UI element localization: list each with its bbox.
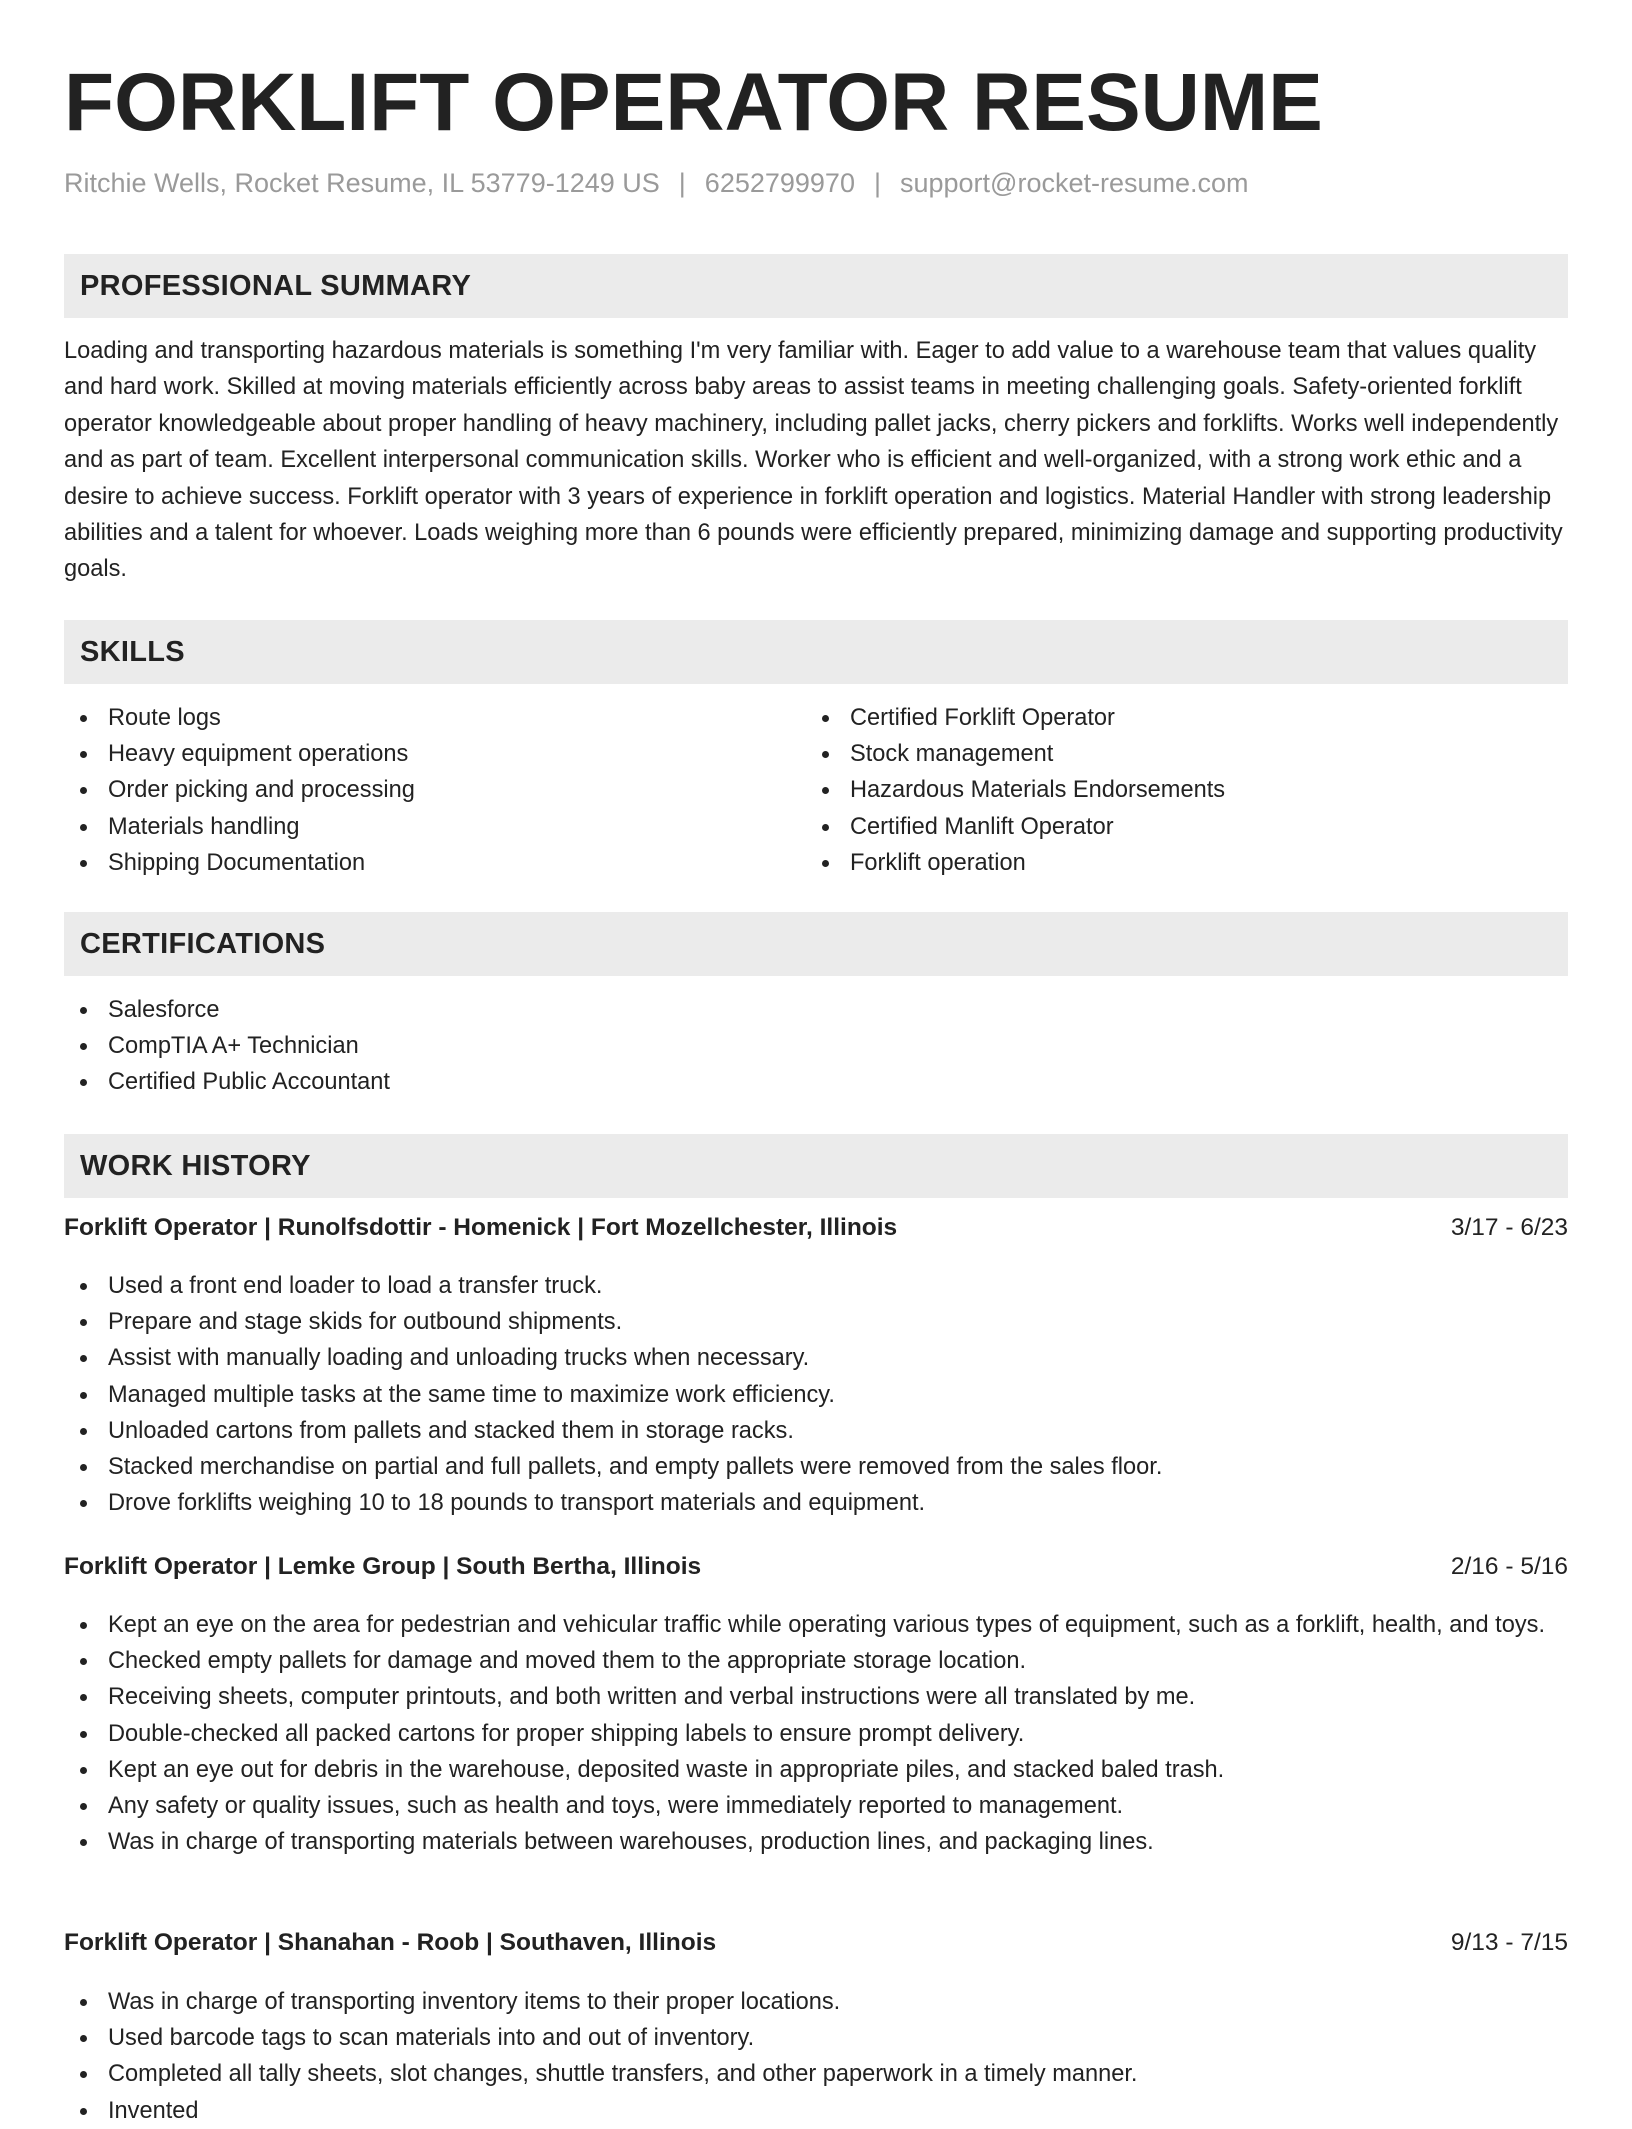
job-dates: 2/16 - 5/16: [1450, 1553, 1568, 1580]
section-header-summary: [64, 254, 1568, 318]
job-bullet: Used a front end loader to load a transfer truck.: [64, 1268, 1568, 1304]
resume-title: FORKLIFT OPERATOR RESUME: [64, 57, 1323, 148]
job-bullet: Double-checked all packed cartons for proper shipping labels to ensure prompt delivery.: [64, 1716, 1568, 1752]
job-header: [64, 1929, 1568, 1957]
job-bullet: Prepare and stage skids for outbound shipments.: [64, 1304, 1568, 1340]
job-bullet: Kept an eye out for debris in the warehouse, deposited waste in appropriate piles, and stacked baled trash.: [64, 1752, 1568, 1788]
job-bullet: Invented: [64, 2093, 1568, 2129]
skill-item: Route logs: [64, 700, 804, 736]
contact-separator: |: [873, 168, 881, 198]
contact-email: support@rocket-resume.com: [899, 168, 1249, 198]
job-title: Forklift Operator | Shanahan - Roob | Southaven, Illinois: [64, 1929, 717, 1956]
skill-item: Hazardous Materials Endorsements: [806, 772, 1546, 808]
job-bullets: [64, 1268, 1568, 1521]
job-bullet: Unloaded cartons from pallets and stacked them in storage racks.: [64, 1413, 1568, 1449]
contact-address: Ritchie Wells, Rocket Resume, IL 53779-1249 US: [64, 168, 660, 198]
job-bullet: Used barcode tags to scan materials into and out of inventory.: [64, 2020, 1568, 2056]
job-bullet: Completed all tally sheets, slot changes, shuttle transfers, and other paperwork in a timely manner.: [64, 2056, 1568, 2092]
skill-item: Shipping Documentation: [64, 845, 804, 881]
section-header-certifications: [64, 912, 1568, 976]
contact-separator: |: [678, 168, 686, 198]
skills-column-right: [806, 700, 1546, 881]
skills-list: [64, 700, 804, 881]
section-title: PROFESSIONAL SUMMARY: [80, 269, 472, 302]
contact-phone: 6252799970: [704, 168, 855, 198]
skills-list: [806, 700, 1546, 881]
skills-column-left: [64, 700, 804, 881]
contact-line: [64, 168, 1249, 199]
job-bullet: Checked empty pallets for damage and moved them to the appropriate storage location.: [64, 1643, 1568, 1679]
skill-item: Order picking and processing: [64, 772, 804, 808]
skill-item: Forklift operation: [806, 845, 1546, 881]
job-bullet: Was in charge of transporting materials between warehouses, production lines, and packaging lines.: [64, 1824, 1568, 1860]
job-bullet: Any safety or quality issues, such as health and toys, were immediately reported to management.: [64, 1788, 1568, 1824]
job-header: [64, 1214, 1568, 1242]
job-title: Forklift Operator | Runolfsdottir - Homenick | Fort Mozellchester, Illinois: [64, 1214, 898, 1241]
job-bullet: Drove forklifts weighing 10 to 18 pounds to transport materials and equipment.: [64, 1485, 1568, 1521]
skill-item: Heavy equipment operations: [64, 736, 804, 772]
section-header-skills: [64, 620, 1568, 684]
skill-item: Certified Forklift Operator: [806, 700, 1546, 736]
job-bullet: Receiving sheets, computer printouts, and both written and verbal instructions were all translated by me.: [64, 1679, 1568, 1715]
section-title: SKILLS: [80, 635, 185, 668]
section-title: WORK HISTORY: [80, 1149, 311, 1182]
job-bullet: Stacked merchandise on partial and full pallets, and empty pallets were removed from the sales floor.: [64, 1449, 1568, 1485]
job-bullet: Assist with manually loading and unloading trucks when necessary.: [64, 1340, 1568, 1376]
skill-item: Certified Manlift Operator: [806, 809, 1546, 845]
certification-item: Salesforce: [64, 992, 1568, 1028]
job-header: [64, 1553, 1568, 1581]
skill-item: Materials handling: [64, 809, 804, 845]
certification-item: Certified Public Accountant: [64, 1064, 1568, 1100]
job-bullet: Managed multiple tasks at the same time to maximize work efficiency.: [64, 1377, 1568, 1413]
skill-item: Stock management: [806, 736, 1546, 772]
job-bullet: Kept an eye on the area for pedestrian and vehicular traffic while operating various types of equipment, such as a forklift, health, and toys.: [64, 1607, 1568, 1643]
job-dates: 3/17 - 6/23: [1450, 1214, 1568, 1241]
job-bullets: [64, 1984, 1568, 2129]
certification-item: CompTIA A+ Technician: [64, 1028, 1568, 1064]
job-dates: 9/13 - 7/15: [1450, 1929, 1568, 1956]
section-title: CERTIFICATIONS: [80, 927, 326, 960]
job-title: Forklift Operator | Lemke Group | South Bertha, Illinois: [64, 1553, 702, 1580]
job-bullets: [64, 1607, 1568, 1860]
job-bullet: Was in charge of transporting inventory items to their proper locations.: [64, 1984, 1568, 2020]
summary-text: Loading and transporting hazardous materials is something I'm very familiar with. Eager to add value to a warehouse team that values quality and hard work. Skilled at moving materials efficiently across baby areas to assist teams in meeting challenging goals. Safety-oriented forklift operator knowledgeable about proper handling of heavy machinery, including pallet jacks, cherry pickers and forklifts. Works well independently and as part of team. Excellent interpersonal communication skills. Worker who is efficient and well-organized, with a strong work ethic and a desire to achieve success. Forklift operator with 3 years of experience in forklift operation and logistics. Material Handler with strong leadership abilities and a talent for whoever. Loads weighing more than 6 pounds were efficiently prepared, minimizing damage and supporting productivity goals.: [64, 338, 1563, 583]
certifications-list: [64, 992, 1568, 1101]
section-header-work-history: [64, 1134, 1568, 1198]
